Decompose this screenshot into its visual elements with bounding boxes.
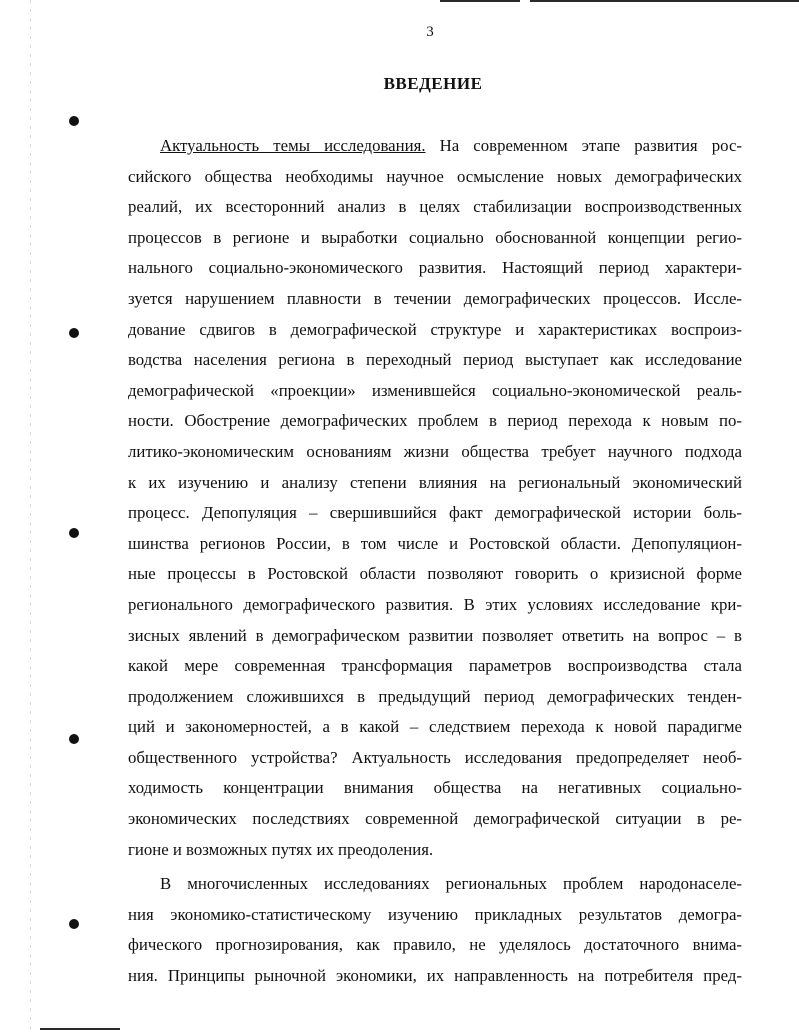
text-line: гионе и возможных путях их преодоления. [128,839,434,859]
text-line: зисных явлений в демографическом развитии позволяет ответить на вопрос – в [128,625,742,645]
text-line: экономических последствиях современной демографической ситуации в ре- [128,809,742,829]
text-line: продолжением сложившихся в предыдущий период демографических тенден- [128,686,742,706]
text-line: демографической «проекции» изменившейся социально-экономической реаль- [128,380,742,400]
scan-artifact-bottom [40,1028,120,1030]
text-line: ные процессы в Ростовской области позволяют говорить о кризисной форме [128,564,742,584]
text-line: общественного устройства? Актуальность исследования предопределяет необ- [128,747,742,767]
text-line: ния экономико-статистическому изучению прикладных результатов демогра- [128,904,742,924]
text-line: В многочисленных исследованиях региональных проблем народонаселе- [160,874,742,894]
text-line: зуется нарушением плавности в течении демографических процессов. Иссле- [128,288,742,308]
text-line: нального социально-экономического развития. Настоящий период характери- [128,258,742,278]
text-line: литико-экономическим основаниям жизни общества требует научного подхода [128,441,742,461]
scan-artifact-top-left [440,0,520,2]
text-line: ности. Обострение демографических проблем в период перехода к новым по- [128,411,742,431]
text-line: Актуальность темы исследования. На современном этапе развития рос- [160,136,742,155]
page-title: ВВЕДЕНИЕ [383,74,483,93]
document-body [128,131,742,992]
binding-hole-mark [69,528,79,538]
binding-hole-mark [69,116,79,126]
binding-hole-mark [69,328,79,338]
text-line: ния. Принципы рыночной экономики, их направленность на потребителя пред- [128,966,742,986]
text-line: ций и закономерностей, а в какой – следствием перехода к новой парадигме [128,717,742,737]
scan-left-edge [30,0,31,1034]
text-line: процессов в регионе и выработки социально обоснованной концепции регио- [128,227,742,247]
binding-hole-mark [69,734,79,744]
text-line: реалий, их всесторонний анализ в целях стабилизации воспроизводственных [128,197,742,217]
text-line: ходимость концентрации внимания общества на негативных социально- [128,778,742,798]
text-line: водства населения региона в переходный период выступает как исследование [128,350,742,370]
text-line: процесс. Депопуляция – свершившийся факт демографической истории боль- [128,503,742,523]
scan-artifact-top-right [530,0,799,2]
page-number: 3 [426,24,434,40]
text-line: фического прогнозирования, как правило, не уделялось достаточного внима- [128,935,742,955]
text-line: дование сдвигов в демографической структуре и характеристиках воспроиз- [128,319,742,339]
text-line: к их изучению и анализу степени влияния на региональный экономический [128,472,742,492]
section-heading: Актуальность темы исследования. [160,136,426,155]
text-line: шинства регионов России, в том числе и Ростовской области. Депопуляцион- [128,533,742,553]
text-line: сийского общества необходимы научное осмысление новых демографических [128,166,742,186]
binding-hole-mark [69,919,79,929]
text-line: регионального демографического развития. В этих условиях исследование кри- [128,594,742,614]
text-line: какой мере современная трансформация параметров воспроизводства стала [128,656,742,676]
